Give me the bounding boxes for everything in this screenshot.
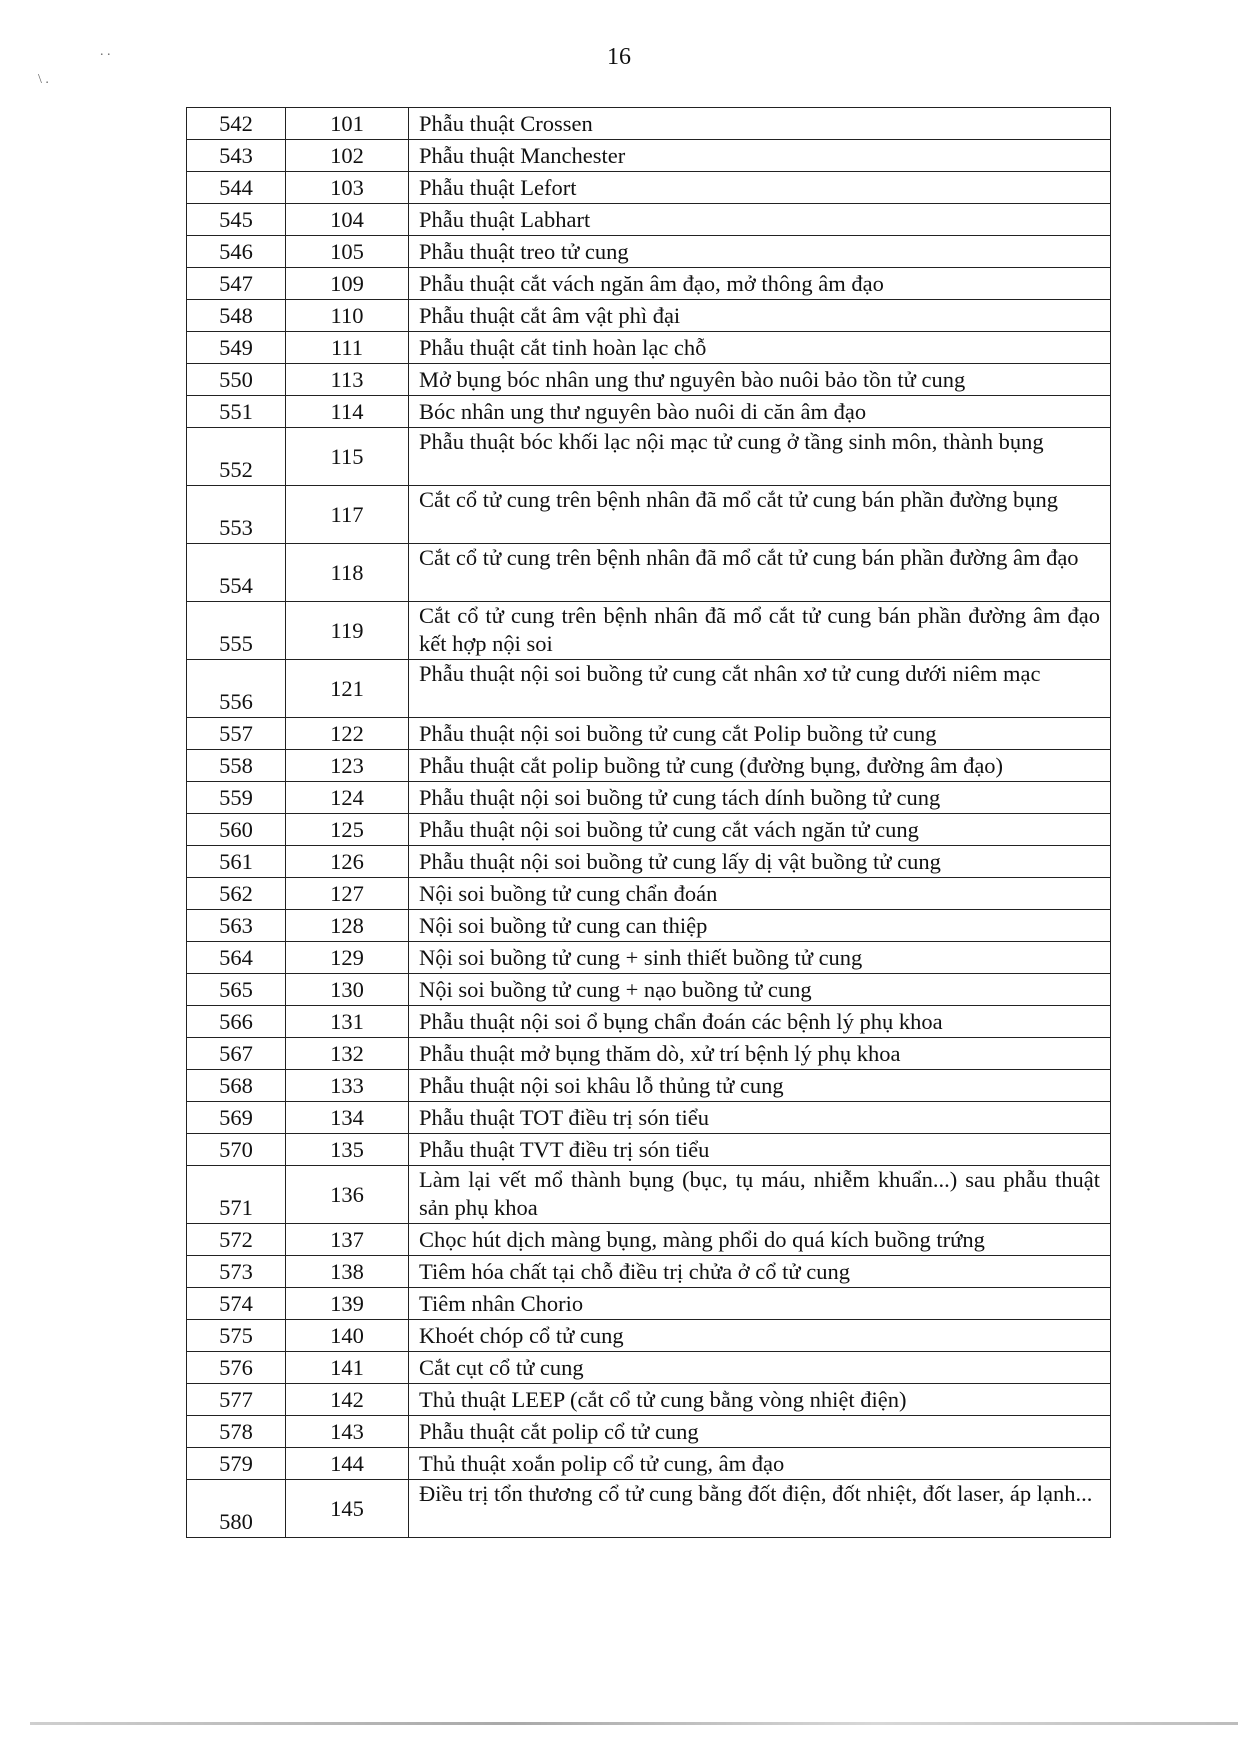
- procedure-code-cell: 145: [286, 1480, 409, 1538]
- row-number-cell: 561: [187, 846, 286, 878]
- procedure-name-cell: Phẫu thuật nội soi ổ bụng chẩn đoán các bệnh lý phụ khoa: [409, 1006, 1111, 1038]
- row-number-cell: 548: [187, 300, 286, 332]
- procedure-name-cell: Cắt cổ tử cung trên bệnh nhân đã mổ cắt tử cung bán phần đường âm đạo kết hợp nội soi: [409, 602, 1111, 660]
- table-row: [187, 1352, 1111, 1384]
- row-number-cell: 542: [187, 108, 286, 140]
- row-number-cell: 558: [187, 750, 286, 782]
- table-row: [187, 1448, 1111, 1480]
- row-number-cell: 574: [187, 1288, 286, 1320]
- procedure-code-cell: 105: [286, 236, 409, 268]
- table-row: [187, 300, 1111, 332]
- procedure-name-cell: Phẫu thuật treo tử cung: [409, 236, 1111, 268]
- procedure-name-cell: Phẫu thuật bóc khối lạc nội mạc tử cung ở tầng sinh môn, thành bụng: [409, 428, 1111, 486]
- procedure-table-body: [187, 108, 1111, 1538]
- procedure-code-cell: 103: [286, 172, 409, 204]
- table-row: [187, 428, 1111, 486]
- procedure-name-cell: Phẫu thuật nội soi buồng tử cung cắt nhân xơ tử cung dưới niêm mạc: [409, 660, 1111, 718]
- table-row: [187, 544, 1111, 602]
- table-row: [187, 1256, 1111, 1288]
- table-row: [187, 1102, 1111, 1134]
- procedure-code-cell: 132: [286, 1038, 409, 1070]
- procedure-name-cell: Phẫu thuật cắt tinh hoàn lạc chỗ: [409, 332, 1111, 364]
- row-number-cell: 565: [187, 974, 286, 1006]
- procedure-name-cell: Điều trị tổn thương cổ tử cung bằng đốt điện, đốt nhiệt, đốt laser, áp lạnh...: [409, 1480, 1111, 1538]
- table-row: [187, 172, 1111, 204]
- table-row: [187, 236, 1111, 268]
- procedure-code-cell: 128: [286, 910, 409, 942]
- procedure-code-cell: 135: [286, 1134, 409, 1166]
- table-row: [187, 332, 1111, 364]
- procedure-code-cell: 142: [286, 1384, 409, 1416]
- procedure-code-cell: 140: [286, 1320, 409, 1352]
- procedure-name-cell: Phẫu thuật Crossen: [409, 108, 1111, 140]
- row-number-cell: 556: [187, 660, 286, 718]
- procedure-code-cell: 122: [286, 718, 409, 750]
- row-number-cell: 552: [187, 428, 286, 486]
- table-row: [187, 396, 1111, 428]
- procedure-code-cell: 104: [286, 204, 409, 236]
- table-row: [187, 1070, 1111, 1102]
- table-row: [187, 108, 1111, 140]
- procedure-code-cell: 113: [286, 364, 409, 396]
- procedure-name-cell: Phẫu thuật cắt polip cổ tử cung: [409, 1416, 1111, 1448]
- row-number-cell: 557: [187, 718, 286, 750]
- table-row: [187, 750, 1111, 782]
- procedure-name-cell: Phẫu thuật Manchester: [409, 140, 1111, 172]
- procedure-code-cell: 121: [286, 660, 409, 718]
- procedure-code-cell: 131: [286, 1006, 409, 1038]
- row-number-cell: 559: [187, 782, 286, 814]
- procedure-name-cell: Nội soi buồng tử cung + nạo buồng tử cung: [409, 974, 1111, 1006]
- procedure-name-cell: Phẫu thuật nội soi khâu lỗ thủng tử cung: [409, 1070, 1111, 1102]
- row-number-cell: 555: [187, 602, 286, 660]
- procedure-code-cell: 101: [286, 108, 409, 140]
- row-number-cell: 572: [187, 1224, 286, 1256]
- row-number-cell: 544: [187, 172, 286, 204]
- procedure-name-cell: Phẫu thuật nội soi buồng tử cung cắt Polip buồng tử cung: [409, 718, 1111, 750]
- row-number-cell: 560: [187, 814, 286, 846]
- procedure-name-cell: Phẫu thuật Labhart: [409, 204, 1111, 236]
- procedure-code-cell: 111: [286, 332, 409, 364]
- table-row: [187, 718, 1111, 750]
- procedure-name-cell: Tiêm hóa chất tại chỗ điều trị chửa ở cổ tử cung: [409, 1256, 1111, 1288]
- row-number-cell: 553: [187, 486, 286, 544]
- table-row: [187, 268, 1111, 300]
- procedure-name-cell: Tiêm nhân Chorio: [409, 1288, 1111, 1320]
- procedure-code-cell: 117: [286, 486, 409, 544]
- row-number-cell: 579: [187, 1448, 286, 1480]
- row-number-cell: 577: [187, 1384, 286, 1416]
- table-row: [187, 1416, 1111, 1448]
- procedure-name-cell: Phẫu thuật nội soi buồng tử cung tách dính buồng tử cung: [409, 782, 1111, 814]
- row-number-cell: 569: [187, 1102, 286, 1134]
- table-row: [187, 1320, 1111, 1352]
- procedure-code-cell: 139: [286, 1288, 409, 1320]
- row-number-cell: 573: [187, 1256, 286, 1288]
- table-row: [187, 204, 1111, 236]
- row-number-cell: 567: [187, 1038, 286, 1070]
- table-row: [187, 1288, 1111, 1320]
- table-row: [187, 1166, 1111, 1224]
- scan-bottom-edge: [30, 1722, 1238, 1725]
- row-number-cell: 566: [187, 1006, 286, 1038]
- procedure-name-cell: Cắt cụt cổ tử cung: [409, 1352, 1111, 1384]
- procedure-name-cell: Khoét chóp cổ tử cung: [409, 1320, 1111, 1352]
- procedure-name-cell: Nội soi buồng tử cung + sinh thiết buồng tử cung: [409, 942, 1111, 974]
- table-row: [187, 1384, 1111, 1416]
- row-number-cell: 546: [187, 236, 286, 268]
- table-row: [187, 942, 1111, 974]
- procedure-code-cell: 143: [286, 1416, 409, 1448]
- procedure-name-cell: Nội soi buồng tử cung chẩn đoán: [409, 878, 1111, 910]
- table-row: [187, 974, 1111, 1006]
- procedure-name-cell: Thủ thuật LEEP (cắt cổ tử cung bằng vòng nhiệt điện): [409, 1384, 1111, 1416]
- row-number-cell: 550: [187, 364, 286, 396]
- procedure-name-cell: Phẫu thuật mở bụng thăm dò, xử trí bệnh lý phụ khoa: [409, 1038, 1111, 1070]
- procedure-name-cell: Cắt cổ tử cung trên bệnh nhân đã mổ cắt tử cung bán phần đường âm đạo: [409, 544, 1111, 602]
- procedure-name-cell: Mở bụng bóc nhân ung thư nguyên bào nuôi bảo tồn tử cung: [409, 364, 1111, 396]
- row-number-cell: 543: [187, 140, 286, 172]
- table-row: [187, 814, 1111, 846]
- procedure-name-cell: Thủ thuật xoắn polip cổ tử cung, âm đạo: [409, 1448, 1111, 1480]
- scan-speck: . .: [100, 44, 111, 59]
- procedure-name-cell: Phẫu thuật cắt polip buồng tử cung (đường bụng, đường âm đạo): [409, 750, 1111, 782]
- row-number-cell: 578: [187, 1416, 286, 1448]
- procedure-code-cell: 134: [286, 1102, 409, 1134]
- row-number-cell: 549: [187, 332, 286, 364]
- procedure-name-cell: Chọc hút dịch màng bụng, màng phổi do quá kích buồng trứng: [409, 1224, 1111, 1256]
- table-row: [187, 782, 1111, 814]
- row-number-cell: 571: [187, 1166, 286, 1224]
- procedure-code-cell: 127: [286, 878, 409, 910]
- procedure-code-cell: 138: [286, 1256, 409, 1288]
- procedure-name-cell: Phẫu thuật Lefort: [409, 172, 1111, 204]
- row-number-cell: 570: [187, 1134, 286, 1166]
- procedure-code-cell: 123: [286, 750, 409, 782]
- row-number-cell: 568: [187, 1070, 286, 1102]
- procedure-table: [186, 107, 1111, 1538]
- procedure-name-cell: Bóc nhân ung thư nguyên bào nuôi di căn âm đạo: [409, 396, 1111, 428]
- procedure-code-cell: 126: [286, 846, 409, 878]
- row-number-cell: 580: [187, 1480, 286, 1538]
- procedure-name-cell: Phẫu thuật cắt âm vật phì đại: [409, 300, 1111, 332]
- procedure-name-cell: Cắt cổ tử cung trên bệnh nhân đã mổ cắt tử cung bán phần đường bụng: [409, 486, 1111, 544]
- procedure-code-cell: 102: [286, 140, 409, 172]
- row-number-cell: 547: [187, 268, 286, 300]
- row-number-cell: 575: [187, 1320, 286, 1352]
- page-number: 16: [607, 44, 631, 70]
- table-row: [187, 878, 1111, 910]
- procedure-code-cell: 136: [286, 1166, 409, 1224]
- procedure-name-cell: Phẫu thuật cắt vách ngăn âm đạo, mở thông âm đạo: [409, 268, 1111, 300]
- row-number-cell: 563: [187, 910, 286, 942]
- procedure-name-cell: Phẫu thuật TOT điều trị són tiểu: [409, 1102, 1111, 1134]
- row-number-cell: 562: [187, 878, 286, 910]
- row-number-cell: 554: [187, 544, 286, 602]
- procedure-code-cell: 130: [286, 974, 409, 1006]
- procedure-code-cell: 133: [286, 1070, 409, 1102]
- row-number-cell: 551: [187, 396, 286, 428]
- table-row: [187, 486, 1111, 544]
- table-row: [187, 140, 1111, 172]
- row-number-cell: 564: [187, 942, 286, 974]
- procedure-code-cell: 110: [286, 300, 409, 332]
- procedure-name-cell: Làm lại vết mổ thành bụng (bục, tụ máu, nhiễm khuẩn...) sau phẫu thuật sản phụ khoa: [409, 1166, 1111, 1224]
- procedure-code-cell: 119: [286, 602, 409, 660]
- procedure-code-cell: 109: [286, 268, 409, 300]
- table-row: [187, 1480, 1111, 1538]
- table-row: [187, 1006, 1111, 1038]
- procedure-name-cell: Phẫu thuật TVT điều trị són tiểu: [409, 1134, 1111, 1166]
- procedure-code-cell: 118: [286, 544, 409, 602]
- procedure-code-cell: 144: [286, 1448, 409, 1480]
- procedure-name-cell: Nội soi buồng tử cung can thiệp: [409, 910, 1111, 942]
- procedure-code-cell: 125: [286, 814, 409, 846]
- procedure-code-cell: 137: [286, 1224, 409, 1256]
- procedure-code-cell: 115: [286, 428, 409, 486]
- table-row: [187, 364, 1111, 396]
- row-number-cell: 576: [187, 1352, 286, 1384]
- table-row: [187, 910, 1111, 942]
- table-row: [187, 660, 1111, 718]
- procedure-code-cell: 141: [286, 1352, 409, 1384]
- procedure-code-cell: 129: [286, 942, 409, 974]
- table-row: [187, 1224, 1111, 1256]
- scan-speck: \ .: [38, 72, 49, 87]
- procedure-code-cell: 114: [286, 396, 409, 428]
- table-row: [187, 1038, 1111, 1070]
- row-number-cell: 545: [187, 204, 286, 236]
- procedure-code-cell: 124: [286, 782, 409, 814]
- procedure-name-cell: Phẫu thuật nội soi buồng tử cung cắt vách ngăn tử cung: [409, 814, 1111, 846]
- table-row: [187, 602, 1111, 660]
- table-row: [187, 846, 1111, 878]
- table-row: [187, 1134, 1111, 1166]
- procedure-name-cell: Phẫu thuật nội soi buồng tử cung lấy dị vật buồng tử cung: [409, 846, 1111, 878]
